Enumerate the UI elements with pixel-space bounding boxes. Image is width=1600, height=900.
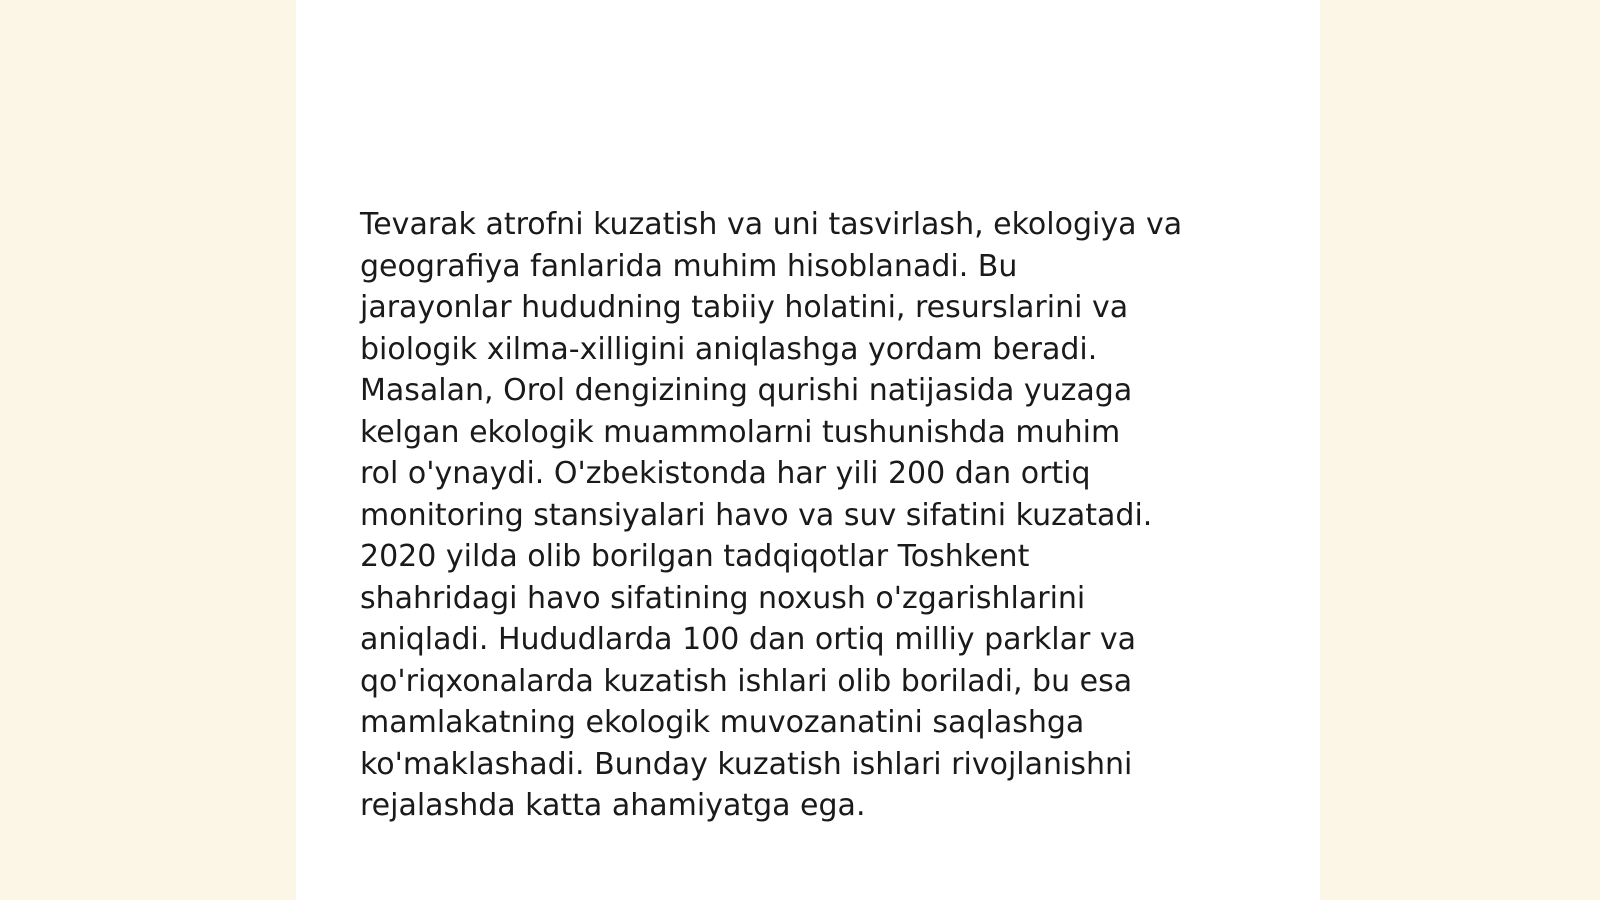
paragraph-line: rol o'ynaydi. O'zbekistonda har yili 200 dan ortiq bbox=[360, 456, 1091, 491]
paragraph-line: aniqladi. Hududlarda 100 dan ortiq milliy parklar va bbox=[360, 622, 1136, 657]
paragraph-line: ko'maklashadi. Bunday kuzatish ishlari rivojlanishni bbox=[360, 746, 1133, 782]
paragraph-line: mamlakatning ekologik muvozanatini saqlashga bbox=[360, 705, 1085, 740]
paragraph-line: qo'riqxonalarda kuzatish ishlari olib boriladi, bu esa bbox=[360, 663, 1133, 699]
paragraph-line: Tevarak atrofni kuzatish va uni tasvirlash, ekologiya va bbox=[360, 207, 1183, 242]
paragraph-line: kelgan ekologik muammolarni tushunishda muhim bbox=[360, 414, 1121, 450]
paragraph-line: 2020 yilda olib borilgan tadqiqotlar Toshkent bbox=[360, 539, 1030, 574]
body-paragraph bbox=[360, 204, 1260, 827]
paragraph-line: rejalashda katta ahamiyatga ega. bbox=[360, 788, 866, 823]
document-page bbox=[296, 0, 1320, 900]
paragraph-line: Masalan, Orol dengizining qurishi natijasida yuzaga bbox=[360, 373, 1133, 408]
paragraph-line: monitoring stansiyalari havo va suv sifatini kuzatadi. bbox=[360, 497, 1153, 533]
paragraph-line: biologik xilma-xilligini aniqlashga yordam beradi. bbox=[360, 331, 1098, 367]
paragraph-line: geografiya fanlarida muhim hisoblanadi. Bu bbox=[360, 248, 1018, 284]
paragraph-line: jarayonlar hududning tabiiy holatini, resurslarini va bbox=[360, 290, 1129, 325]
paragraph-line: shahridagi havo sifatining noxush o'zgarishlarini bbox=[360, 580, 1086, 616]
